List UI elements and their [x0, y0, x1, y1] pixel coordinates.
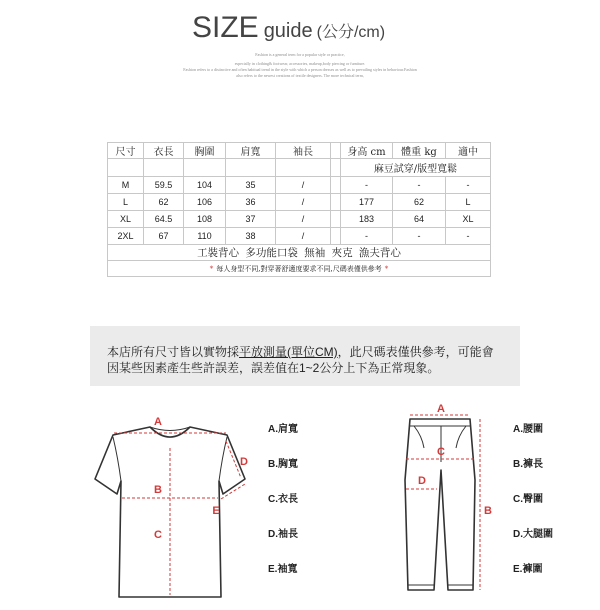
- note-asterisk: *: [384, 264, 389, 273]
- header-cell-weight: 體重 kg: [393, 143, 446, 159]
- notice-text: ，此尺碼表僅供參考，可能會: [337, 345, 494, 359]
- table-row: [108, 211, 491, 228]
- pants-right-pocket: [456, 426, 466, 448]
- cell-size: 2XL: [108, 228, 144, 245]
- cell-weight: -: [393, 228, 446, 245]
- cell-length: 59.5: [144, 177, 184, 194]
- tshirt-marker-d: D: [240, 456, 248, 468]
- table-gap-cell: [331, 143, 341, 159]
- table-row: [108, 194, 491, 211]
- cell-shoulder: 37: [226, 211, 276, 228]
- table-header-row: [108, 143, 491, 159]
- cell-size: M: [108, 177, 144, 194]
- sleeve-length-line: [226, 441, 241, 478]
- size-table: [107, 142, 491, 277]
- pants-marker-d: D: [418, 475, 426, 487]
- tshirt-diagram: [95, 416, 248, 597]
- fine-print-line: especially in clothing& footwear, accessories, makeup,body piercing or furniture.: [234, 61, 366, 66]
- tshirt-marker-c: C: [154, 529, 162, 541]
- pants-label-waist: A.腰圍: [513, 424, 543, 435]
- notice-text: 本店所有尺寸皆以實物採: [107, 345, 240, 359]
- header-cell-sleeve: 袖長: [276, 143, 331, 159]
- tshirt-marker-e: E: [212, 505, 220, 517]
- pants-diagram: [405, 403, 492, 590]
- empty-cell: [144, 159, 184, 177]
- cell-fit: -: [446, 228, 491, 245]
- cell-sleeve: /: [276, 228, 331, 245]
- table-gap-cell: [331, 159, 341, 177]
- notice-line: [107, 344, 494, 360]
- cell-sleeve: /: [276, 177, 331, 194]
- pants-marker-b: B: [484, 505, 492, 517]
- cell-weight: -: [393, 177, 446, 194]
- model-note: 麻豆試穿/版型寬鬆: [341, 159, 491, 177]
- page-title: [192, 13, 385, 43]
- cell-length: 67: [144, 228, 184, 245]
- note-text: 每人身型不同,對穿著舒適度要求不同,尺碼表僅供參考: [216, 264, 382, 273]
- tshirt-marker-b: B: [154, 484, 162, 496]
- header-cell-length: 衣長: [144, 143, 184, 159]
- cell-height: -: [341, 228, 393, 245]
- cell-height: 183: [341, 211, 393, 228]
- pants-marker-a: A: [437, 403, 445, 415]
- pants-label-hip: C.臀圍: [513, 494, 543, 505]
- note-asterisk: *: [209, 264, 214, 273]
- cell-weight: 64: [393, 211, 446, 228]
- header-cell-fit: 適中: [446, 143, 491, 159]
- table-gap-cell: [331, 228, 341, 245]
- table-gap-cell: [331, 177, 341, 194]
- fine-print: [0, 51, 600, 79]
- header-cell-chest: 胸圍: [184, 143, 226, 159]
- tshirt-label-sleeve: D.袖長: [268, 529, 298, 540]
- header-cell-shoulder: 肩寬: [226, 143, 276, 159]
- measurement-diagrams: [0, 395, 600, 610]
- tshirt-label-length: C.衣長: [268, 494, 298, 505]
- empty-cell: [108, 159, 144, 177]
- pants-marker-c: C: [437, 446, 445, 458]
- table-gap-cell: [331, 194, 341, 211]
- header-cell-height: 身高 cm: [341, 143, 393, 159]
- tshirt-left-seam: [113, 437, 121, 481]
- cell-chest: 110: [184, 228, 226, 245]
- cell-fit: L: [446, 194, 491, 211]
- cell-shoulder: 35: [226, 177, 276, 194]
- cell-length: 64.5: [144, 211, 184, 228]
- empty-cell: [184, 159, 226, 177]
- cell-shoulder: 36: [226, 194, 276, 211]
- cell-height: -: [341, 177, 393, 194]
- table-note-row: [108, 261, 491, 277]
- table-note: [108, 261, 491, 277]
- product-features: 工裝背心 多功能口袋 無袖 夾克 漁夫背心: [108, 245, 491, 261]
- model-note-row: [108, 159, 491, 177]
- tshirt-marker-a: A: [154, 416, 162, 428]
- fine-print-line: Fashion is a general term for a popular style or practice,: [255, 52, 345, 57]
- tshirt-label-shoulder: A.肩寬: [268, 424, 298, 435]
- cell-weight: 62: [393, 194, 446, 211]
- notice-underlined-text: 平放測量(單位CM): [239, 345, 338, 359]
- cell-chest: 108: [184, 211, 226, 228]
- pants-label-thigh: D.大腿圍: [513, 529, 553, 540]
- cell-chest: 106: [184, 194, 226, 211]
- cell-fit: XL: [446, 211, 491, 228]
- cell-length: 62: [144, 194, 184, 211]
- cell-chest: 104: [184, 177, 226, 194]
- fine-print-line: Fashion refers to a distinctive and often habitual trend in the style with which a person dresses as well as to prevailing styles in behaviour.Fashion: [183, 67, 417, 72]
- tshirt-outline: [95, 427, 245, 597]
- pants-left-pocket: [414, 426, 424, 448]
- cell-fit: -: [446, 177, 491, 194]
- cell-shoulder: 38: [226, 228, 276, 245]
- title-unit: (公分/cm): [316, 24, 386, 41]
- header-cell-size: 尺寸: [108, 143, 144, 159]
- cell-size: XL: [108, 211, 144, 228]
- pants-label-length: B.褲長: [513, 459, 543, 470]
- empty-cell: [276, 159, 331, 177]
- cell-sleeve: /: [276, 194, 331, 211]
- tshirt-right-seam: [219, 437, 227, 481]
- notice-line: 因某些因素產生些許誤差，誤差值在1~2公分上下為正常現象。: [107, 361, 440, 375]
- tshirt-label-sleeve-width: E.袖寬: [268, 564, 298, 575]
- cell-sleeve: /: [276, 211, 331, 228]
- pants-label-hem: E.褲圍: [513, 564, 543, 575]
- tshirt-label-chest: B.胸寬: [268, 459, 298, 470]
- table-gap-cell: [331, 211, 341, 228]
- table-row: [108, 177, 491, 194]
- measurement-notice: [90, 326, 520, 386]
- features-row: [108, 245, 491, 261]
- cell-height: 177: [341, 194, 393, 211]
- title-guide: guide: [263, 20, 313, 42]
- pants-outline: [405, 419, 475, 590]
- table-row: [108, 228, 491, 245]
- title-size: SIZE: [192, 11, 259, 44]
- fine-print-line: also refers to the newest creations of textile designers. The more technical term,: [236, 73, 364, 78]
- empty-cell: [226, 159, 276, 177]
- cell-size: L: [108, 194, 144, 211]
